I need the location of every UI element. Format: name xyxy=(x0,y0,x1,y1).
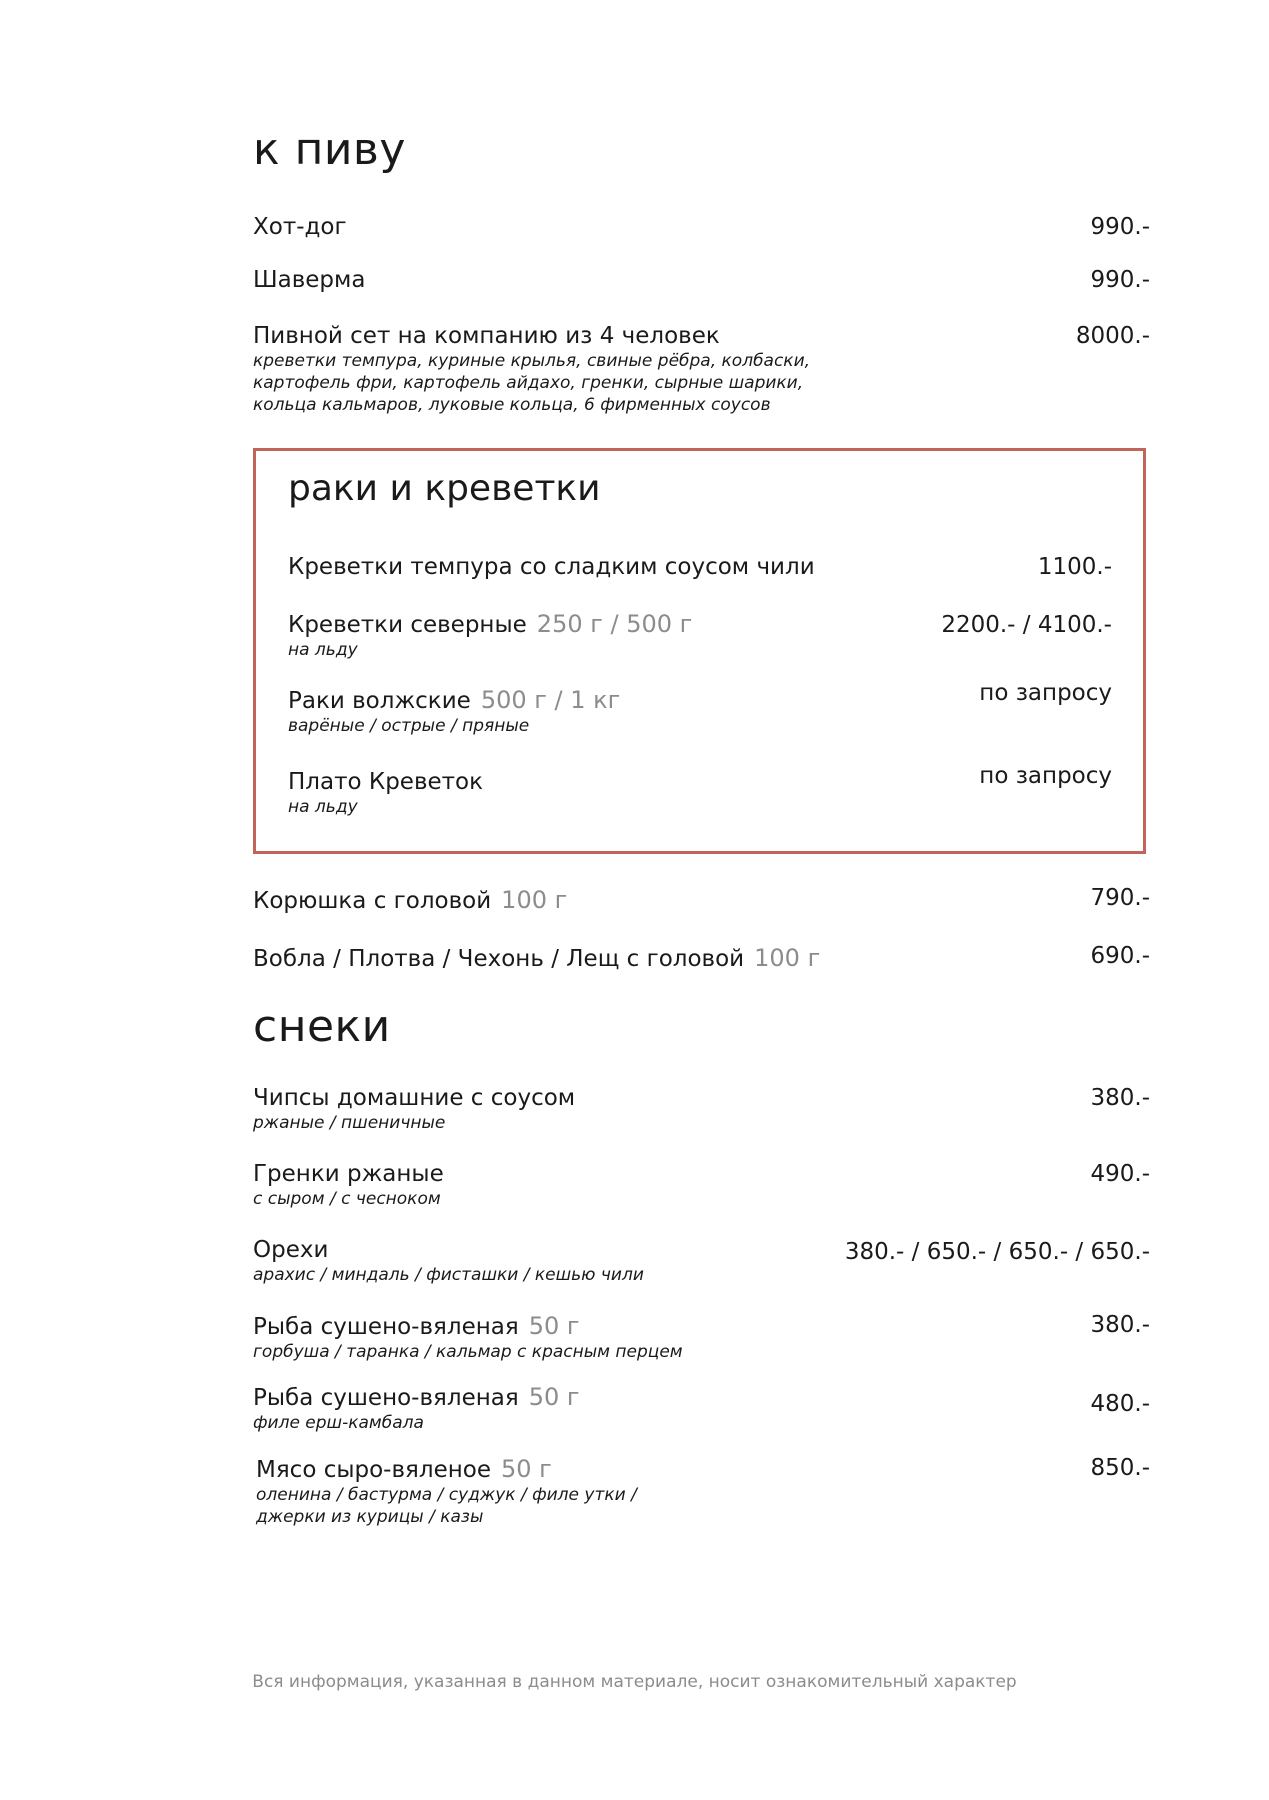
menu-item-dried-fish-1 xyxy=(253,1313,1150,1363)
item-name-text: Раки волжские xyxy=(288,688,471,714)
item-name-text: Рыба сушено-вяленая xyxy=(253,1385,519,1411)
desc-line: джерки из курицы / казы xyxy=(256,1507,484,1527)
item-name xyxy=(253,1313,579,1340)
menu-item-dried-fish-2 xyxy=(253,1384,1150,1434)
item-price: 990.- xyxy=(1090,214,1150,240)
section-title-beer: к пиву xyxy=(253,124,406,175)
item-name: Чипсы домашние с соусом xyxy=(253,1085,576,1111)
item-name: Плато Креветок xyxy=(288,769,484,795)
menu-item-volga-crayfish xyxy=(288,680,1112,737)
item-price: 1100.- xyxy=(1037,554,1112,580)
item-name: Шаверма xyxy=(253,267,366,293)
item-name: Хот-дог xyxy=(253,214,347,240)
section-title-crayfish: раки и креветки xyxy=(288,468,601,509)
item-name xyxy=(253,1384,579,1411)
item-price: 690.- xyxy=(1090,943,1150,969)
item-weight: 50 г xyxy=(528,1312,580,1340)
desc-line: оленина / бастурма / суджук / филе утки / xyxy=(256,1485,637,1505)
item-name-text: Креветки северные xyxy=(288,612,527,638)
item-description: арахис / миндаль / фисташки / кешью чили xyxy=(253,1265,644,1285)
desc-line: картофель фри, картофель айдахо, гренки, сырные шарики, xyxy=(253,373,804,393)
menu-item-shrimp-plateau xyxy=(288,763,1112,818)
menu-item-north-shrimp xyxy=(288,611,1112,661)
section-title-snacks: снеки xyxy=(253,1001,391,1052)
item-description: на льду xyxy=(288,797,358,817)
item-name-text: Вобла / Плотва / Чехонь / Лещ с головой xyxy=(253,946,745,972)
item-price: 490.- xyxy=(1090,1161,1150,1187)
item-price: 2200.- / 4100.- xyxy=(941,612,1112,638)
item-weight: 100 г xyxy=(501,886,568,914)
menu-item-beer-set xyxy=(253,323,1150,416)
item-price: 380.- / 650.- / 650.- / 650.- xyxy=(844,1239,1150,1265)
item-price: 850.- xyxy=(1090,1455,1150,1481)
menu-item-nuts xyxy=(253,1237,1150,1286)
item-weight: 50 г xyxy=(501,1455,552,1483)
item-name-text: Корюшка с головой xyxy=(253,888,492,914)
item-name xyxy=(288,611,692,638)
item-description: с сыром / с чесноком xyxy=(253,1189,441,1209)
item-weight: 50 г xyxy=(528,1383,580,1411)
menu-item-vobla xyxy=(253,945,1150,972)
crayfish-shrimp-box xyxy=(253,448,1146,854)
menu-item-cured-meat xyxy=(253,1456,1150,1528)
desc-line: кольца кальмаров, луковые кольца, 6 фирменных соусов xyxy=(253,395,771,415)
item-price: 990.- xyxy=(1090,267,1150,293)
item-description xyxy=(253,1484,1150,1528)
menu-page xyxy=(253,0,1150,1800)
menu-item-croutons xyxy=(253,1161,1150,1210)
menu-item-chips xyxy=(253,1085,1150,1134)
item-name xyxy=(288,687,620,714)
item-name xyxy=(253,945,820,972)
item-name xyxy=(253,887,567,914)
item-price: 790.- xyxy=(1090,885,1150,911)
item-price: 380.- xyxy=(1090,1312,1150,1338)
item-price: по запросу xyxy=(979,680,1112,706)
item-description: горбуша / таранка / кальмар с красным перцем xyxy=(253,1342,683,1362)
item-price: по запросу xyxy=(979,763,1112,789)
item-weight: 500 г / 1 кг xyxy=(480,686,621,714)
footer-disclaimer: Вся информация, указанная в данном материале, носит ознакомительный характер xyxy=(252,1672,1017,1692)
item-weight: 250 г / 500 г xyxy=(536,610,693,638)
item-name: Гренки ржаные xyxy=(253,1161,444,1187)
desc-line: креветки темпура, куриные крылья, свиные рёбра, колбаски, xyxy=(253,351,811,371)
item-name: Креветки темпура со сладким соусом чили xyxy=(288,554,815,580)
menu-item-hotdog xyxy=(253,214,1150,240)
item-description: на льду xyxy=(288,640,358,660)
item-name-text: Мясо сыро-вяленое xyxy=(256,1457,491,1483)
item-description: филе ерш-камбала xyxy=(253,1413,424,1433)
item-price: 380.- xyxy=(1090,1085,1150,1111)
item-description: варёные / острые / пряные xyxy=(288,716,530,736)
menu-item-shawarma xyxy=(253,267,1150,293)
menu-item-smelt xyxy=(253,887,1150,914)
item-name: Орехи xyxy=(253,1237,329,1263)
item-weight: 100 г xyxy=(754,944,821,972)
item-price: 480.- xyxy=(1090,1391,1150,1417)
item-description: ржаные / пшеничные xyxy=(253,1113,446,1133)
item-price: 8000.- xyxy=(1075,323,1150,349)
menu-item-tempura-shrimp xyxy=(288,554,1112,580)
item-name-text: Рыба сушено-вяленая xyxy=(253,1314,519,1340)
item-name: Пивной сет на компанию из 4 человек xyxy=(253,323,720,349)
item-description xyxy=(253,350,1150,416)
item-name xyxy=(253,1456,552,1483)
